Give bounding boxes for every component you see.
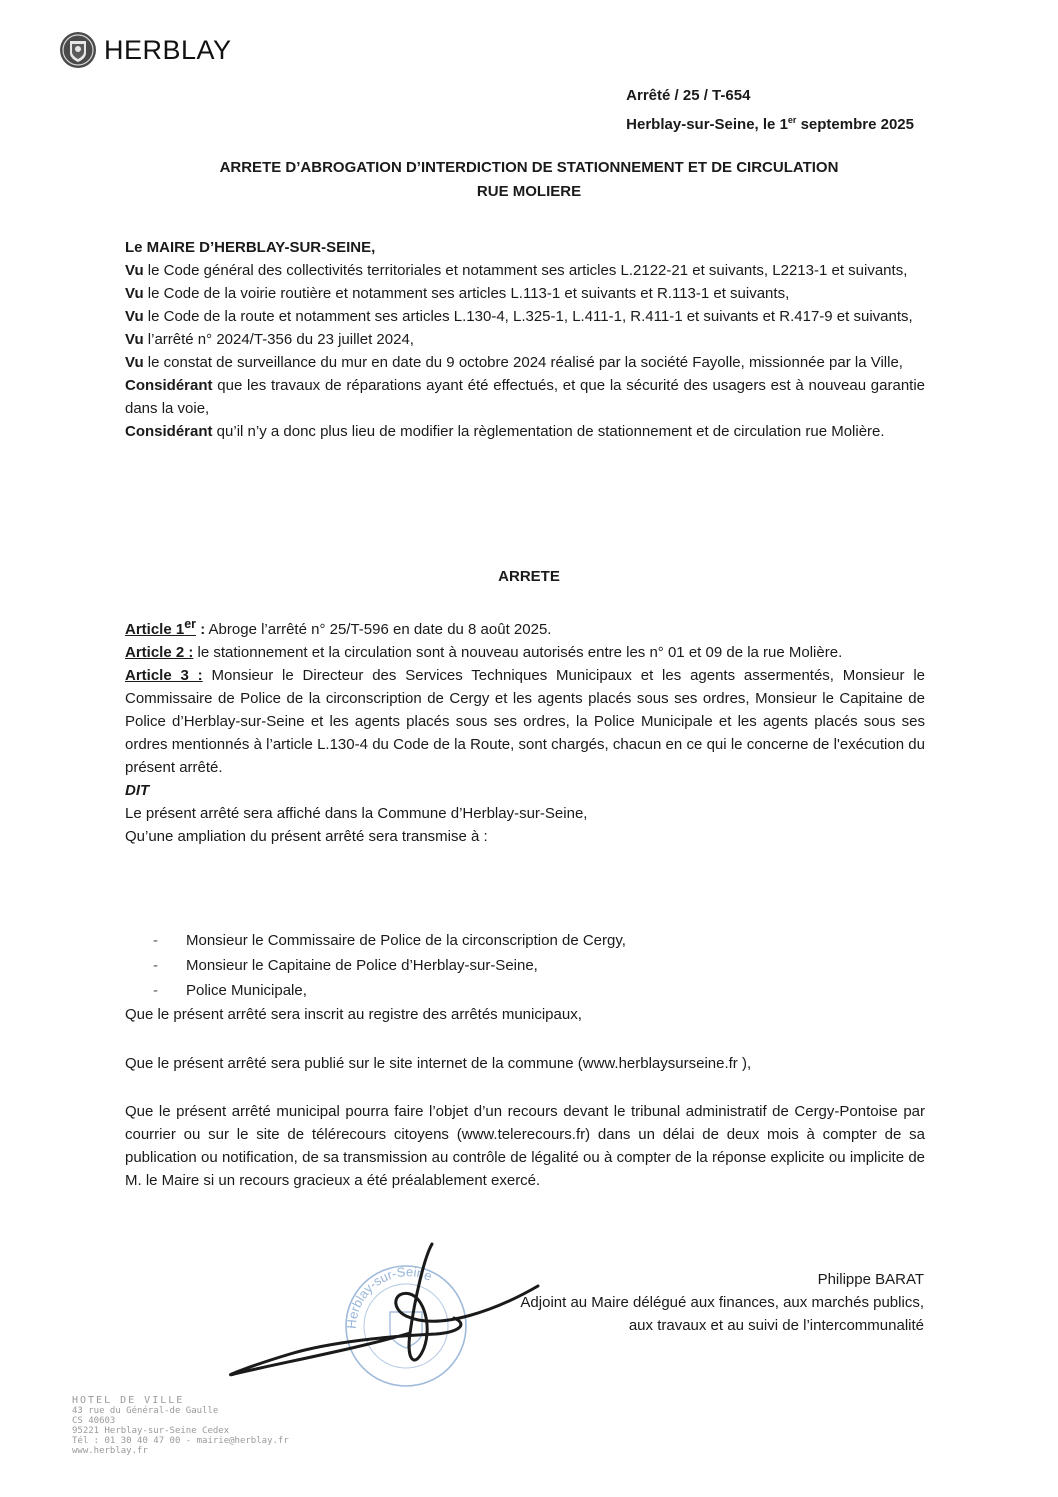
article-2-text: le stationnement et la circulation sont à nouveau autorisés entre les n° 01 et 09 de la rue Molière.: [193, 644, 843, 661]
recipient-text: Monsieur le Capitaine de Police d’Herblay-sur-Seine,: [186, 957, 538, 974]
considerant-word: Considérant: [125, 377, 213, 394]
internet-line: Que le présent arrêté sera publié sur le site internet de la commune (www.herblaysurseine.fr ),: [125, 1055, 752, 1072]
arrete-number: Arrêté / 25 / T-654: [626, 87, 751, 104]
article-1-label-text: Article 1: [125, 621, 185, 638]
place-date-month: septembre 2025: [796, 116, 914, 133]
list-dash: -: [153, 957, 158, 974]
arrete-heading: ARRETE: [498, 568, 560, 585]
vu-paragraph: [125, 282, 925, 305]
vu-text: le Code de la voirie routière et notamment ses articles L.113-1 et suivants et R.113-1 et suivants,: [143, 285, 790, 302]
list-dash: -: [153, 982, 158, 999]
vu-text: le constat de surveillance du mur en date du 9 octobre 2024 réalisé par la société Fayolle, missionnée par la Ville,: [143, 354, 903, 371]
vu-paragraph: [125, 351, 925, 374]
recipient-text: Police Municipale,: [186, 982, 307, 999]
dit-line-1: Le présent arrêté sera affiché dans la Commune d’Herblay-sur-Seine,: [125, 805, 588, 822]
footer-cs: CS 40603: [72, 1416, 116, 1426]
vu-word: Vu: [125, 262, 144, 279]
vu-paragraph: [125, 305, 925, 328]
handwritten-signature: [210, 1228, 570, 1388]
logo-wordmark: HERBLAY: [104, 34, 232, 65]
footer-address: [72, 1396, 289, 1456]
mayor-line: Le MAIRE D’HERBLAY-SUR-SEINE,: [125, 239, 376, 256]
article-3-label: Article 3 :: [125, 667, 203, 684]
recours-paragraph: Que le présent arrêté municipal pourra faire l’objet d’un recours devant le tribunal administratif de Cergy-Pontoise par courrier ou sur le site de télérecours citoyens (www.telerecours.fr) dans un délai de deux mois à compter de sa publication ou notification, de sa transmission au contrôle de légalité ou à compter de la réponse explicite ou implicite de M. le Maire si un recours gracieux a été préalablement exercé.: [125, 1103, 925, 1189]
vu-text: le Code général des collectivités territoriales et notamment ses articles L.2122-21 et suivants, L2213-1 et suivants,: [143, 262, 908, 279]
reference-block: [626, 84, 914, 137]
list-item: [153, 978, 626, 1003]
signer-role-2: aux travaux et au suivi de l’intercommunalité: [628, 1317, 924, 1334]
footer-hotel-de-ville: HOTEL DE VILLE: [72, 1395, 185, 1406]
vu-word: Vu: [125, 354, 144, 371]
title-line-2: RUE MOLIERE: [476, 183, 582, 200]
article-1-label-sup: er: [184, 617, 197, 631]
footer-website: www.herblay.fr: [72, 1446, 148, 1456]
vu-paragraph: [125, 259, 925, 282]
place-date: [626, 108, 914, 137]
list-item: [153, 928, 626, 953]
articles-section: [125, 613, 925, 848]
signer-role-1: Adjoint au Maire délégué aux finances, aux marchés publics,: [520, 1294, 924, 1311]
vu-word: Vu: [125, 331, 144, 348]
recipient-list: [153, 928, 626, 1003]
article-1: [125, 613, 925, 641]
footer-city: 95221 Herblay-sur-Seine Cedex: [72, 1426, 230, 1436]
list-item: [153, 953, 626, 978]
article-1-colon: :: [196, 621, 206, 638]
footer-street: 43 rue du Général-de Gaulle: [72, 1406, 219, 1416]
vu-text: le Code de la route et notamment ses articles L.130-4, L.325-1, L.411-1, R.411-1 et suivants et R.417-9 et suivants,: [143, 308, 913, 325]
document-title: [0, 156, 1058, 204]
preamble: [125, 236, 925, 443]
considerant-paragraph: [125, 420, 925, 443]
considerant-text: qu’il n’y a donc plus lieu de modifier la règlementation de stationnement et de circulation rue Molière.: [212, 423, 885, 440]
article-2: [125, 641, 925, 664]
vu-word: Vu: [125, 285, 144, 302]
considerant-word: Considérant: [125, 423, 213, 440]
recipient-text: Monsieur le Commissaire de Police de la circonscription de Cergy,: [186, 932, 626, 949]
vu-word: Vu: [125, 308, 144, 325]
place-date-text: Herblay-sur-Seine, le 1: [626, 116, 788, 133]
stamp-text: Herblay-sur-Seine: [343, 1264, 435, 1330]
vu-text: l’arrêté n° 2024/T-356 du 23 juillet 2024,: [143, 331, 414, 348]
signer-name: Philippe BARAT: [817, 1271, 924, 1288]
signature-block: [520, 1268, 924, 1337]
article-1-label: [125, 617, 197, 638]
title-line-1: ARRETE D’ABROGATION D’INTERDICTION DE STATIONNEMENT ET DE CIRCULATION: [219, 159, 839, 176]
list-dash: -: [153, 932, 158, 949]
dit-heading: DIT: [125, 782, 150, 799]
considerant-text: que les travaux de réparations ayant été effectués, et que la sécurité des usagers est à nouveau garantie dans la voie,: [125, 377, 925, 417]
dit-line-2: Qu’une ampliation du présent arrêté sera transmise à :: [125, 828, 488, 845]
herblay-logo: [58, 30, 232, 70]
vu-paragraph: [125, 328, 925, 351]
article-3-text: Monsieur le Directeur des Services Techniques Municipaux et les agents assermentés, Monsieur le Commissaire de Police de la circonscription de Cergy et les agents placés sous ses ordres, Monsieur le Capitaine de Police d’Herblay-sur-Seine et les agents placés sous ses ordres, la Police Municipale et les agents placés sous ses ordres mentionnés à l’article L.130-4 du Code de la Route, sont chargés, chacun en ce qui le concerne de l'exécution du présent arrêté.: [125, 667, 925, 776]
article-3: [125, 664, 925, 779]
article-2-label: Article 2 :: [125, 644, 194, 661]
considerant-paragraph: [125, 374, 925, 420]
place-date-sup: er: [787, 115, 797, 125]
registre-line: Que le présent arrêté sera inscrit au registre des arrêtés municipaux,: [125, 1006, 582, 1023]
footer-contact: Tél : 01 30 40 47 00 - mairie@herblay.fr: [72, 1436, 289, 1446]
article-1-text: Abroge l’arrêté n° 25/T-596 en date du 8 août 2025.: [205, 621, 552, 638]
coat-of-arms-icon: [58, 30, 98, 70]
